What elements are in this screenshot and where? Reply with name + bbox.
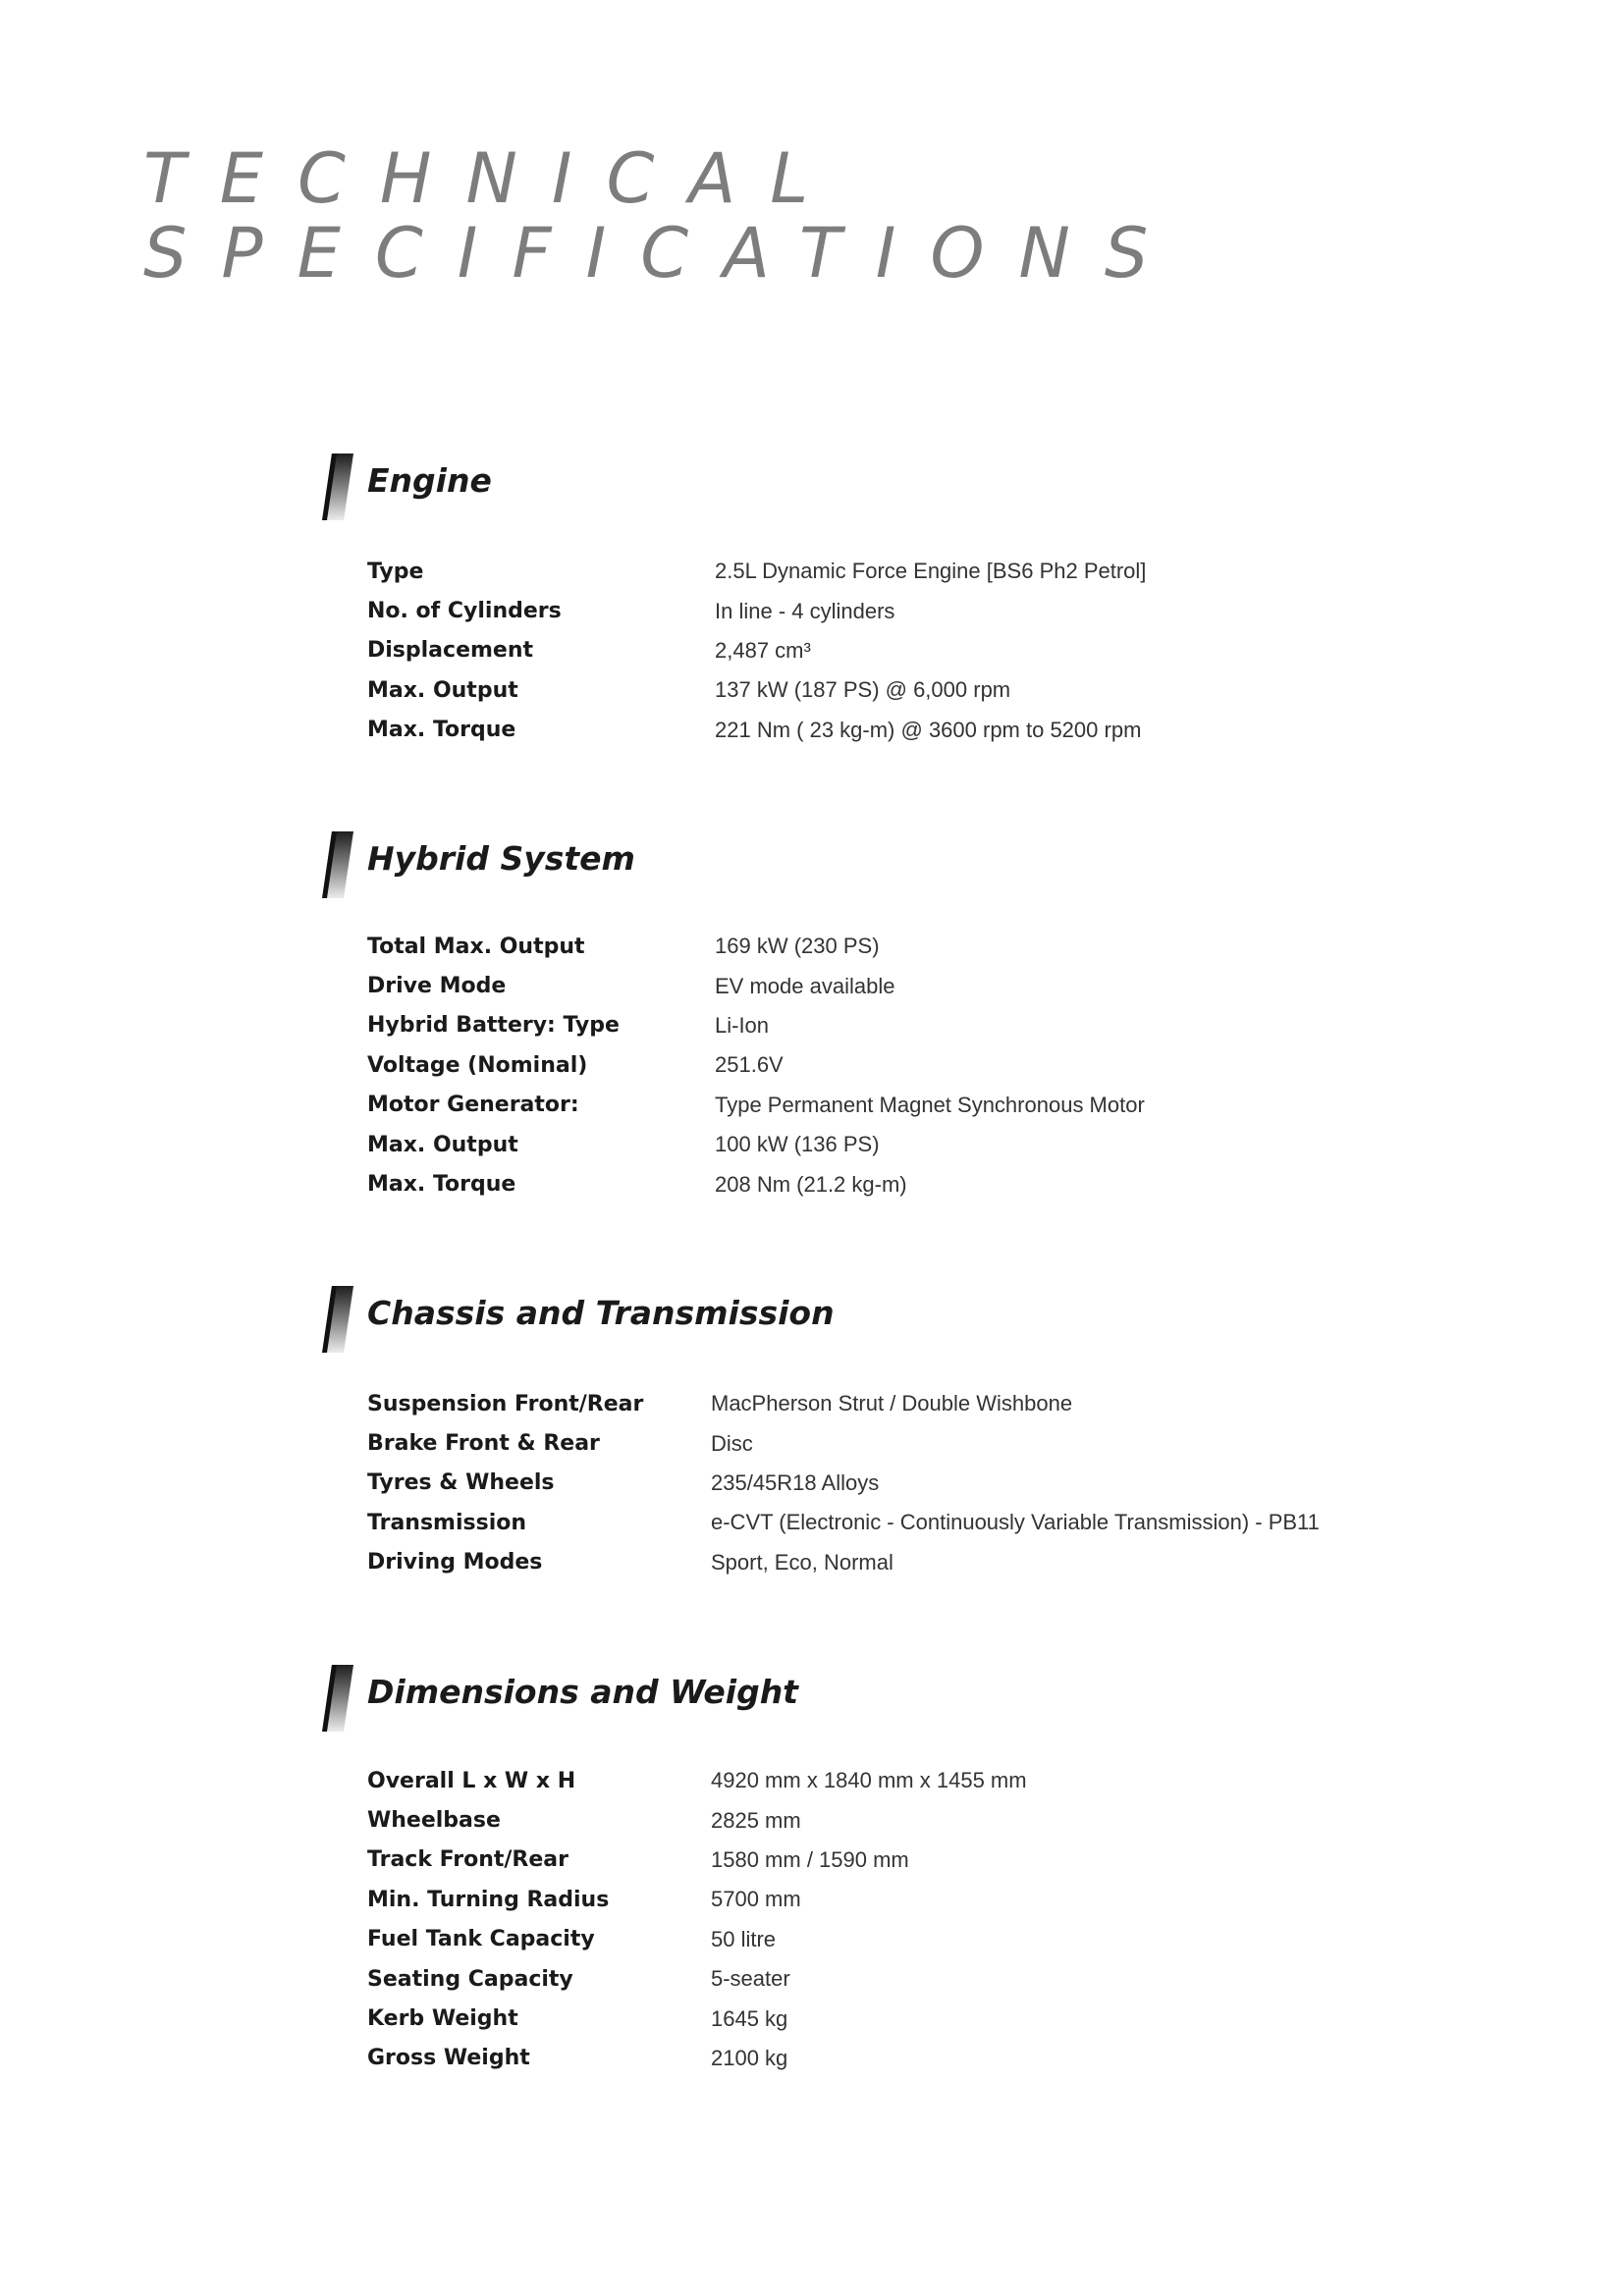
spec-value: 208 Nm (21.2 kg-m) — [715, 1171, 907, 1197]
spec-row — [367, 1384, 1320, 1423]
spec-table — [367, 1384, 1320, 1582]
section-header — [322, 1665, 1422, 1734]
spec-table — [367, 1761, 1027, 2078]
spec-label: Drive Mode — [367, 974, 507, 999]
section-dimensions-weight — [322, 1665, 1422, 2071]
spec-table — [367, 552, 1146, 750]
spec-label: Gross Weight — [367, 2046, 530, 2071]
section-chassis-transmission — [322, 1286, 1422, 1575]
section-header — [322, 454, 1422, 522]
spec-value: 5700 mm — [711, 1887, 801, 1912]
page-title — [143, 138, 1183, 294]
page-title-line-2: SPECIFICATIONS — [143, 212, 1183, 294]
spec-label: Fuel Tank Capacity — [367, 1927, 595, 1952]
spec-value: 1580 mm / 1590 mm — [711, 1846, 909, 1872]
spec-row — [367, 1800, 1027, 1840]
section-title: Dimensions and Weight — [367, 1673, 798, 1711]
spec-label: Tyres & Wheels — [367, 1470, 555, 1496]
spec-table — [367, 927, 1145, 1204]
section-title: Hybrid System — [367, 839, 635, 878]
spec-label: Max. Torque — [367, 1172, 516, 1198]
spec-value: 50 litre — [711, 1926, 777, 1951]
spec-label: Displacement — [367, 638, 534, 664]
section-header — [322, 831, 1422, 900]
spec-label: Hybrid Battery: Type — [367, 1013, 620, 1039]
section-title: Engine — [367, 461, 492, 500]
spec-row — [367, 2039, 1027, 2078]
spec-label: Brake Front & Rear — [367, 1431, 600, 1457]
spec-value: 4920 mm x 1840 mm x 1455 mm — [711, 1768, 1027, 1793]
spec-label: Voltage (Nominal) — [367, 1052, 588, 1078]
spec-value: MacPherson Strut / Double Wishbone — [711, 1391, 1073, 1416]
spec-value: In line - 4 cylinders — [715, 598, 895, 623]
spec-row — [367, 1761, 1027, 1800]
spec-row — [367, 966, 1145, 1005]
spec-value: Disc — [711, 1430, 753, 1456]
spec-value: EV mode available — [715, 973, 895, 998]
spec-row — [367, 711, 1146, 750]
spec-row — [367, 1125, 1145, 1164]
spec-label: Suspension Front/Rear — [367, 1391, 644, 1416]
spec-row — [367, 1006, 1145, 1045]
spec-label: Max. Output — [367, 677, 518, 703]
spec-value: Li-Ion — [715, 1012, 770, 1038]
spec-row — [367, 1880, 1027, 1919]
page-title-line-1: TECHNICAL — [143, 138, 843, 219]
spec-value: 221 Nm ( 23 kg-m) @ 3600 rpm to 5200 rpm — [715, 717, 1142, 742]
section-title: Chassis and Transmission — [367, 1294, 835, 1332]
spec-value: 5-seater — [711, 1966, 790, 1992]
section-accent-bar-icon — [322, 1286, 353, 1353]
spec-row — [367, 1959, 1027, 1999]
spec-label: Kerb Weight — [367, 2006, 518, 2032]
spec-row — [367, 1999, 1027, 2038]
spec-row — [367, 670, 1146, 710]
spec-label: Seating Capacity — [367, 1966, 573, 1992]
spec-value: 2825 mm — [711, 1807, 801, 1833]
spec-label: Min. Turning Radius — [367, 1887, 610, 1912]
spec-value: Sport, Eco, Normal — [711, 1549, 893, 1575]
spec-label: Max. Output — [367, 1132, 518, 1157]
spec-row — [367, 552, 1146, 591]
section-accent-bar-icon — [322, 1665, 353, 1732]
spec-value: e-CVT (Electronic - Continuously Variable Transmission) - PB11 — [711, 1510, 1320, 1535]
spec-value: 137 kW (187 PS) @ 6,000 rpm — [715, 677, 1011, 703]
spec-row — [367, 591, 1146, 630]
spec-row — [367, 1086, 1145, 1125]
spec-label: Track Front/Rear — [367, 1847, 568, 1873]
spec-value: 1645 kg — [711, 2005, 788, 2031]
spec-value: 251.6V — [715, 1052, 784, 1078]
section-hybrid-system — [322, 831, 1422, 1198]
spec-row — [367, 1503, 1320, 1542]
spec-value: 235/45R18 Alloys — [711, 1469, 880, 1495]
spec-row — [367, 1164, 1145, 1203]
spec-value: 2,487 cm³ — [715, 637, 811, 663]
spec-value: 100 kW (136 PS) — [715, 1132, 880, 1157]
spec-value: 2100 kg — [711, 2045, 788, 2070]
section-engine — [322, 454, 1422, 743]
section-accent-bar-icon — [322, 454, 353, 520]
spec-row — [367, 927, 1145, 966]
spec-label: No. of Cylinders — [367, 599, 562, 624]
spec-label: Total Max. Output — [367, 934, 585, 959]
spec-label: Max. Torque — [367, 718, 516, 743]
spec-label: Driving Modes — [367, 1550, 543, 1575]
spec-value: 2.5L Dynamic Force Engine [BS6 Ph2 Petrol] — [715, 559, 1147, 584]
spec-row — [367, 1841, 1027, 1880]
spec-row — [367, 1920, 1027, 1959]
section-accent-bar-icon — [322, 831, 353, 898]
spec-label: Type — [367, 559, 424, 584]
spec-row — [367, 1423, 1320, 1463]
spec-label: Wheelbase — [367, 1808, 501, 1834]
spec-row — [367, 1045, 1145, 1085]
spec-label: Overall L x W x H — [367, 1768, 576, 1793]
spec-row — [367, 1543, 1320, 1582]
spec-value: 169 kW (230 PS) — [715, 934, 880, 959]
spec-label: Transmission — [367, 1510, 527, 1535]
spec-label: Motor Generator: — [367, 1093, 579, 1118]
section-header — [322, 1286, 1422, 1355]
spec-row — [367, 631, 1146, 670]
spec-row — [367, 1464, 1320, 1503]
spec-value: Type Permanent Magnet Synchronous Motor — [715, 1092, 1145, 1117]
